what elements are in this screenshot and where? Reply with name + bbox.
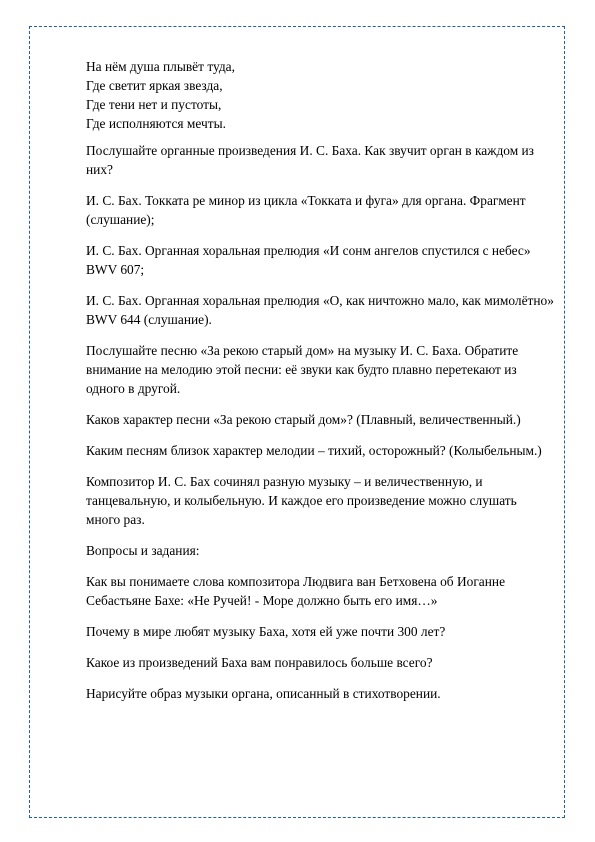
- paragraph-prelude-644: И. С. Бах. Органная хоральная прелюдия «О, как ничтожно мало, как мимолётно» BWV 644 (слушание).: [86, 293, 554, 327]
- poem-line: Где исполняются мечты.: [86, 116, 226, 131]
- paragraph-song: Послушайте песню «За рекою старый дом» на музыку И. С. Баха. Обратите внимание на мелодию этой песни: её звуки как будто плавно перетекают из одного в другой.: [86, 343, 519, 396]
- poem-line: Где тени нет и пустоты,: [86, 97, 222, 112]
- poem-line: На нём душа плывёт туда,: [86, 59, 235, 74]
- question-favorite: Какое из произведений Баха вам понравилось больше всего?: [86, 655, 433, 670]
- paragraph-composer: Композитор И. С. Бах сочинял разную музыку – и величественную, и танцевальную, и колыбельную. И каждое его произведение можно слушать много раз.: [86, 474, 517, 527]
- question-beethoven: Как вы понимаете слова композитора Людвига ван Бетховена об Иоганне Себастьяне Бахе: «Не Ручей! - Море должно быть его имя…»: [86, 574, 506, 608]
- task-draw: Нарисуйте образ музыки органа, описанный в стихотворении.: [86, 686, 441, 701]
- paragraph-listen-organ: Послушайте органные произведения И. С. Баха. Как звучит орган в каждом из них?: [86, 143, 534, 177]
- document-body: [86, 57, 554, 715]
- poem-line: Где светит яркая звезда,: [86, 78, 223, 93]
- paragraph-song-character: Каков характер песни «За рекою старый дом»? (Плавный, величественный.): [86, 412, 521, 427]
- questions-heading: Вопросы и задания:: [86, 543, 200, 558]
- paragraph-toccata: И. С. Бах. Токката ре минор из цикла «Токката и фуга» для органа. Фрагмент (слушание);: [86, 193, 526, 227]
- poem: [86, 57, 554, 133]
- question-why-love: Почему в мире любят музыку Баха, хотя ей уже почти 300 лет?: [86, 624, 446, 639]
- paragraph-prelude-607: И. С. Бах. Органная хоральная прелюдия «И сонм ангелов спустился с небес» BWV 607;: [86, 243, 531, 277]
- paragraph-melody-character: Каким песням близок характер мелодии – тихий, осторожный? (Колыбельным.): [86, 443, 542, 458]
